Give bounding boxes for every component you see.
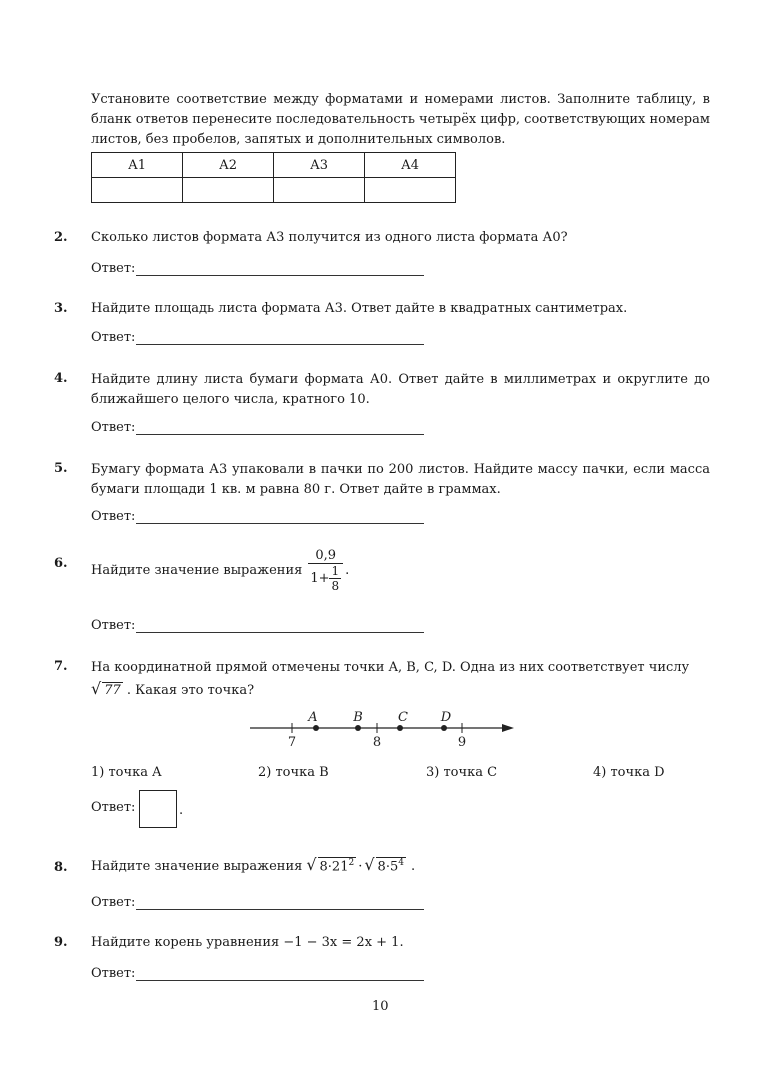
question-number: 3. bbox=[54, 301, 68, 316]
question-number: 8. bbox=[54, 860, 68, 875]
answer-line[interactable] bbox=[136, 434, 424, 435]
question-text bbox=[91, 855, 415, 874]
answer-label: Ответ: bbox=[91, 966, 136, 981]
question-number: 5. bbox=[54, 461, 68, 476]
intro-text: Установите соответствие между форматами и номерами листов. Заполните таблицу, в бланк ответов перенесите последовательность четырёх цифр, соответствующих номерам листов, без пробелов, запятых и дополнительных символов. bbox=[91, 92, 710, 147]
answer-line[interactable] bbox=[136, 632, 424, 633]
period: . bbox=[179, 803, 184, 818]
table-answer-cell[interactable] bbox=[92, 178, 183, 203]
fraction bbox=[308, 548, 343, 593]
multiply-sign: · bbox=[358, 859, 363, 874]
tick-label-9: 9 bbox=[457, 735, 467, 748]
sqrt-icon: √ bbox=[91, 679, 102, 698]
exp-a: 2 bbox=[348, 857, 355, 868]
answer-label: Ответ: bbox=[91, 800, 136, 815]
option-3[interactable]: 3) точка C bbox=[426, 765, 498, 780]
sqrt-argument-a bbox=[318, 857, 357, 874]
table-answer-cell[interactable] bbox=[183, 178, 274, 203]
question-text: Найдите площадь листа формата А3. Ответ дайте в квадратных сантиметрах. bbox=[91, 301, 628, 316]
question-text bbox=[91, 548, 349, 593]
sqrt-icon: √ bbox=[306, 855, 317, 874]
question-text-tail: . Какая это точка? bbox=[126, 683, 255, 698]
question-text: На координатной прямой отмечены точки A, B, C, D. Одна из них соответствует числу bbox=[91, 660, 690, 675]
option-4[interactable]: 4) точка D bbox=[593, 765, 665, 780]
label-B: B bbox=[353, 710, 363, 725]
label-D: D bbox=[440, 710, 452, 725]
table-header: А1 bbox=[92, 153, 183, 178]
answer-line[interactable] bbox=[136, 523, 424, 524]
table-header: А3 bbox=[274, 153, 365, 178]
answer-line[interactable] bbox=[136, 344, 424, 345]
inner-fraction bbox=[329, 564, 341, 593]
tick-label-7: 7 bbox=[287, 735, 297, 748]
point-A bbox=[313, 725, 319, 731]
expr-a: 8·21 bbox=[319, 859, 349, 874]
answer-label: Ответ: bbox=[91, 618, 136, 633]
label-A: A bbox=[308, 710, 318, 725]
question-text: Сколько листов формата А3 получится из одного листа формата А0? bbox=[91, 230, 568, 245]
sqrt-argument: 77 bbox=[104, 683, 121, 698]
answer-label: Ответ: bbox=[91, 895, 136, 910]
point-D bbox=[441, 725, 447, 731]
page-number: 10 bbox=[372, 999, 389, 1014]
point-B bbox=[355, 725, 361, 731]
table-header: А4 bbox=[365, 153, 456, 178]
point-C bbox=[397, 725, 403, 731]
sqrt-argument-b bbox=[376, 857, 406, 874]
answer-label: Ответ: bbox=[91, 261, 136, 276]
fraction-denominator bbox=[308, 564, 343, 593]
question-number: 9. bbox=[54, 935, 68, 950]
table-answer-cell[interactable] bbox=[274, 178, 365, 203]
answer-label: Ответ: bbox=[91, 509, 136, 524]
question-number: 7. bbox=[54, 659, 68, 674]
question-text: Найдите корень уравнения −1 − 3x = 2x + 1. bbox=[91, 935, 404, 950]
question-number: 4. bbox=[54, 371, 68, 386]
answer-label: Ответ: bbox=[91, 330, 136, 345]
inner-numerator: 1 bbox=[331, 564, 340, 578]
question-text-label: Найдите значение выражения bbox=[91, 563, 303, 578]
answer-box[interactable] bbox=[139, 790, 177, 828]
axis-arrow-icon bbox=[502, 724, 514, 732]
inner-denominator: 8 bbox=[331, 579, 340, 593]
question-text-label: Найдите значение выражения bbox=[91, 859, 303, 874]
fraction-numerator: 0,9 bbox=[308, 548, 343, 564]
format-table bbox=[91, 152, 456, 203]
exp-b: 4 bbox=[398, 857, 404, 868]
table-answer-cell[interactable] bbox=[365, 178, 456, 203]
denominator-prefix: 1+ bbox=[310, 571, 330, 586]
answer-line[interactable] bbox=[136, 909, 424, 910]
question-text: Найдите длину листа бумаги формата А0. Ответ дайте в миллиметрах и округлите до ближайшего целого числа, кратного 10. bbox=[91, 372, 710, 407]
number-line bbox=[248, 708, 548, 748]
option-2[interactable]: 2) точка B bbox=[258, 765, 329, 780]
answer-label: Ответ: bbox=[91, 420, 136, 435]
answer-line[interactable] bbox=[136, 275, 424, 276]
answer-line[interactable] bbox=[136, 980, 424, 981]
question-text: Бумагу формата А3 упаковали в пачки по 200 листов. Найдите массу пачки, если масса бумаги площади 1 кв. м равна 80 г. Ответ дайте в граммах. bbox=[91, 462, 710, 497]
question-number: 2. bbox=[54, 230, 68, 245]
expr-b: 8·5 bbox=[377, 859, 399, 874]
period: . bbox=[345, 563, 350, 578]
option-1[interactable]: 1) точка A bbox=[91, 765, 162, 780]
question-text-line2 bbox=[91, 679, 254, 698]
sqrt-icon: √ bbox=[364, 855, 375, 874]
period: . bbox=[410, 859, 416, 874]
question-number: 6. bbox=[54, 556, 68, 571]
table-header: А2 bbox=[183, 153, 274, 178]
label-C: C bbox=[398, 710, 408, 725]
tick-label-8: 8 bbox=[372, 735, 382, 748]
